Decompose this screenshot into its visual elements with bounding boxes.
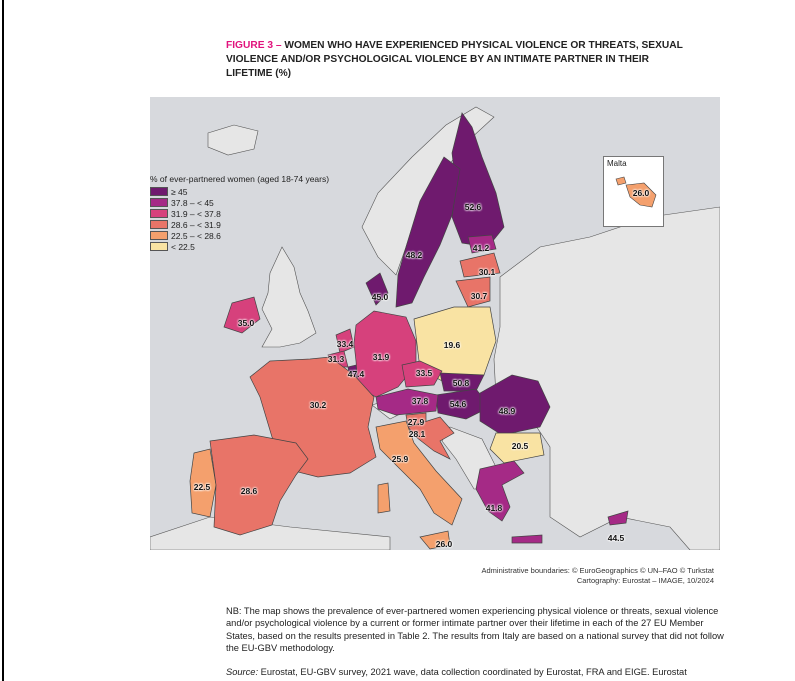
country-spain <box>210 435 308 535</box>
legend-item <box>150 197 329 208</box>
value-estonia: 41.2 <box>472 243 490 253</box>
legend-label: 22.5 – < 28.6 <box>171 230 221 241</box>
legend-swatch <box>150 187 168 196</box>
figure-note: NB: The map shows the prevalence of ever-partnered women experiencing physical violence or threats, sexual violence and/or psychological violence by a current or former intimate partner over their lifetime in each of the 27 EU Member States, based on the results presented in Table 2. The results from Italy are based on a national survey that did not follow the EU-GBV methodology. <box>226 606 724 654</box>
value-finland: 52.6 <box>464 202 482 212</box>
country-crete <box>512 535 542 543</box>
legend-label: 37.8 – < 45 <box>171 197 214 208</box>
legend-label: 28.6 – < 31.9 <box>171 219 221 230</box>
legend-label: ≥ 45 <box>171 186 188 197</box>
country-finland <box>452 113 504 247</box>
value-spain: 28.6 <box>240 486 258 496</box>
value-sicily: 26.0 <box>435 539 453 549</box>
figure-title <box>226 39 696 81</box>
malta-island-small <box>616 177 626 185</box>
legend-title: % of ever-partnered women (aged 18-74 years) <box>150 174 330 184</box>
legend-item <box>150 219 329 230</box>
legend-swatch <box>150 242 168 251</box>
value-hungary: 54.6 <box>449 399 467 409</box>
value-belgium: 31.3 <box>327 354 345 364</box>
map-credits <box>440 566 714 586</box>
value-greece: 41.8 <box>485 503 503 513</box>
value-lithuania: 30.7 <box>470 291 488 301</box>
value-sweden: 48.2 <box>405 250 423 260</box>
country-romania <box>480 375 550 435</box>
legend-item <box>150 241 329 252</box>
value-luxembourg: 47.4 <box>347 369 365 379</box>
value-poland: 19.6 <box>443 340 461 350</box>
value-ireland: 35.0 <box>237 318 255 328</box>
value-austria: 37.8 <box>411 396 429 406</box>
value-latvia: 30.1 <box>478 267 496 277</box>
legend-swatch <box>150 209 168 218</box>
malta-inset <box>603 156 664 227</box>
source-text: Eurostat, EU-GBV survey, 2021 wave, data collection coordinated by Eurostat, FRA and EIGE. Eurostat <box>260 667 687 677</box>
value-slovakia: 50.8 <box>452 378 470 388</box>
uk-shape <box>262 247 316 347</box>
legend-swatch <box>150 198 168 207</box>
value-malta: 26.0 <box>632 188 650 198</box>
value-denmark: 45.0 <box>371 292 389 302</box>
figure-source <box>226 667 726 677</box>
value-france: 30.2 <box>309 400 327 410</box>
legend-item <box>150 230 329 241</box>
figure-label: FIGURE 3 – <box>226 40 282 51</box>
figure-title-text: WOMEN WHO HAVE EXPERIENCED PHYSICAL VIOLENCE OR THREATS, SEXUAL VIOLENCE AND/OR PSYCHOLOGICAL VIOLENCE BY AN INTIMATE PARTNER IN THEIR LIFETIME (%) <box>226 40 683 79</box>
legend-item <box>150 208 329 219</box>
iceland-shape <box>208 125 258 155</box>
legend-label: 31.9 – < 37.8 <box>171 208 221 219</box>
malta-inset-title: Malta <box>607 159 627 168</box>
legend-item <box>150 186 329 197</box>
value-cyprus: 44.5 <box>607 533 625 543</box>
source-label: Source: <box>226 667 259 677</box>
credits-line-1: Administrative boundaries: © EuroGeographics © UN–FAO © Turkstat <box>481 566 714 575</box>
value-croatia: 28.1 <box>408 429 426 439</box>
value-slovenia: 27.9 <box>407 417 425 427</box>
value-netherlands: 33.4 <box>336 339 354 349</box>
legend-label: < 22.5 <box>171 241 195 252</box>
value-italy: 25.9 <box>391 454 409 464</box>
legend-swatch <box>150 220 168 229</box>
legend <box>150 174 329 252</box>
credits-line-2: Cartography: Eurostat – IMAGE, 10/2024 <box>576 576 714 585</box>
page-edge-line <box>2 0 4 681</box>
value-germany: 31.9 <box>372 352 390 362</box>
value-portugal: 22.5 <box>193 482 211 492</box>
legend-swatch <box>150 231 168 240</box>
value-czechia: 33.5 <box>415 368 433 378</box>
country-sardinia <box>378 483 390 513</box>
value-romania: 48.9 <box>498 406 516 416</box>
value-bulgaria: 20.5 <box>511 441 529 451</box>
